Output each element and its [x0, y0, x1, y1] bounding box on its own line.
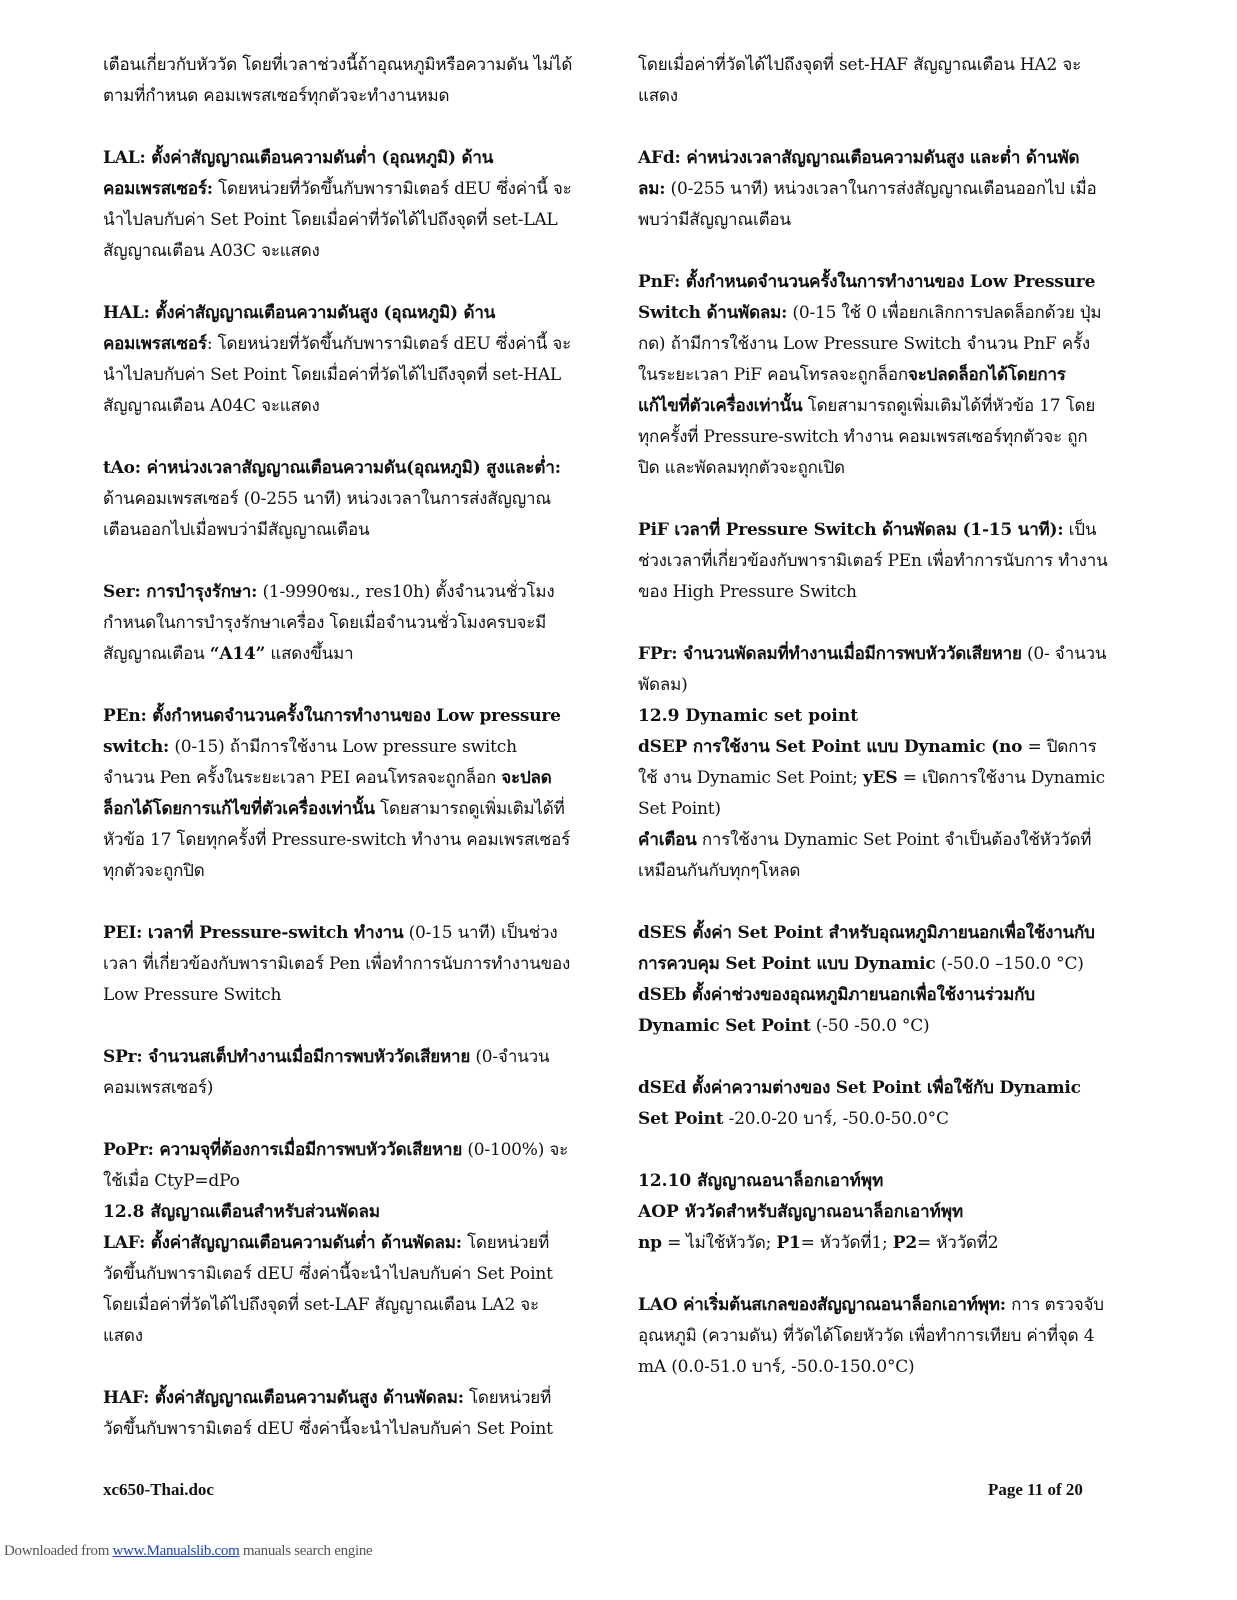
- laf-term: LAF: ตั้งค่าสัญญาณเตือนความดันต่ำ ด้านพัดลม:: [103, 1233, 462, 1253]
- dses-term: dSES ตั้งค่า Set Point สำหรับอุณหภูมิภายนอกเพื่อใช้งานกับ การควบคุม Set Point แบบ Dynamic: [638, 923, 1095, 974]
- pif-term: PiF เวลาที่ Pressure Switch ด้านพัดลม (1-15 นาที):: [638, 520, 1064, 540]
- laf-paragraph: [103, 1228, 573, 1352]
- dseb-term: dSEb ตั้งค่าช่วงของอุณหภูมิภายนอกเพื่อใช้งานร่วมกับ Dynamic Set Point: [638, 985, 1035, 1036]
- dsed-term: dSEd ตั้งค่าความต่างของ Set Point เพื่อใช้กับ Dynamic Set Point: [638, 1078, 1081, 1129]
- fpr-body: (0- จำนวนพัดลม): [638, 644, 1107, 695]
- pnf-body-end: โดยสามารถดูเพิ่มเติมได้ที่หัวข้อ 17 โดยทุกครั้งที่ Pressure-switch ทำงาน คอมเพรสเซอร์ทุกตัวจะ ถูกปิด และพัดลมทุกตัวจะถูกเปิด: [638, 396, 1096, 478]
- pei-paragraph: [103, 918, 573, 1011]
- manualslib-link[interactable]: www.Manualslib.com: [112, 1543, 240, 1559]
- spr-paragraph: [103, 1042, 573, 1104]
- laf-body: โดยหน่วยที่ วัดขึ้นกับพารามิเตอร์ dEU ซึ่งค่านี้จะนำไปลบกับค่า Set Point โดยเมื่อค่าที่วัดได้ไปถึงจุดที่ set-LAF สัญญาณเตือน LA2 จะ แสดง: [103, 1233, 553, 1346]
- ser-body-end: แสดงขึ้นมา: [265, 644, 354, 664]
- spr-body: (0-จำนวน คอมเพรสเซอร์): [103, 1047, 550, 1098]
- haf-body: โดยหน่วยที่ วัดขึ้นกับพารามิเตอร์ dEU ซึ่งค่านี้จะนำไปลบกับค่า Set Point: [103, 1388, 553, 1439]
- pei-term: PEI: เวลาที่ Pressure-switch ทำงาน: [103, 923, 404, 943]
- section-heading-12-8: 12.8 สัญญาณเตือนสำหรับส่วนพัดลม: [103, 1202, 381, 1222]
- text: เตือนเกี่ยวกับหัววัด โดยที่เวลาช่วงนี้ถ้าอุณหภูมิหรือความดัน ไม่ได้ตามที่กำหนด คอมเพรสเซอร์ทุกตัวจะทำงานหมด: [103, 55, 573, 106]
- pnf-term: PnF: ตั้งกำหนดจำนวนครั้งในการทำงานของ Low Pressure Switch ด้านพัดลม:: [638, 272, 1096, 323]
- download-prefix: Downloaded from: [4, 1543, 113, 1559]
- haf-paragraph: [103, 1383, 573, 1445]
- aop-np: np: [638, 1233, 662, 1253]
- tao-term: tAo: ค่าหน่วงเวลาสัญญาณเตือนความดัน(อุณหภูมิ) สูงและต่ำ:: [103, 458, 561, 478]
- lao-paragraph: [638, 1290, 1108, 1383]
- hal-term: HAL: ตั้งค่าสัญญาณเตือนความดันสูง (อุณหภูมิ) ด้าน คอมเพรสเซอร์: [103, 303, 496, 354]
- pif-body: เป็น ช่วงเวลาที่เกี่ยวข้องกับพารามิเตอร์ PEn เพื่อทำการนับการ ทำงานของ High Pressure Switch: [638, 520, 1108, 602]
- right-column: [638, 50, 1108, 1414]
- pnf-paragraph: [638, 267, 1108, 484]
- dsep-paragraph: [638, 732, 1108, 825]
- dses-paragraph: [638, 918, 1108, 980]
- pen-term: PEn: ตั้งกำหนดจำนวนครั้งในการทำงานของ Low pressure switch:: [103, 706, 561, 757]
- dseb-body: (-50 -50.0 °C): [810, 1016, 930, 1036]
- aop-p2: P2: [892, 1233, 917, 1253]
- warning-body: การใช้งาน Dynamic Set Point จำเป็นต้องใช้หัววัดที่ เหมือนกันกับทุกๆโหลด: [638, 830, 1092, 881]
- left-column: [103, 50, 573, 1476]
- ser-paragraph: [103, 577, 573, 670]
- afd-term: AFd: ค่าหน่วงเวลาสัญญาณเตือนความดันสูง และต่ำ ด้านพัด ลม:: [638, 148, 1080, 199]
- pen-paragraph: [103, 701, 573, 887]
- afd-body: (0-255 นาที) หน่วงเวลาในการส่งสัญญาณเตือนออกไป เมื่อพบว่ามีสัญญาณเตือน: [638, 179, 1097, 230]
- download-suffix: manuals search engine: [239, 1543, 373, 1559]
- lao-term: LAO ค่าเริ่มต้นสเกลของสัญญาณอนาล็อกเอาท์พุท:: [638, 1295, 1006, 1315]
- lal-body: โดยหน่วยที่วัดขึ้นกับพารามิเตอร์ dEU ซึ่งค่านี้ จะนำไปลบกับค่า Set Point โดยเมื่อค่าที่วัดได้ไปถึงจุดที่ set-LAL สัญญาณเตือน A03C จะแสดง: [103, 179, 572, 261]
- section-heading-12-10: 12.10 สัญญาณอนาล็อกเอาท์พุท: [638, 1171, 884, 1191]
- dsep-body-end: = เปิดการใช้งาน Dynamic Set Point): [638, 768, 1105, 819]
- footer-page-number: Page 11 of 20: [988, 1480, 1083, 1499]
- tao-body: ด้านคอมเพรสเซอร์ (0-255 นาที) หน่วงเวลาในการส่งสัญญาณ เตือนออกไปเมื่อพบว่ามีสัญญาณเตือน: [103, 489, 551, 540]
- fpr-paragraph: [638, 639, 1108, 701]
- popr-body: (0-100%) จะใช้เมื่อ CtyP=dPo: [103, 1140, 569, 1191]
- pnf-body: (0-15 ใช้ 0 เพื่อยกเลิกการปลดล็อกด้วย ปุ่มกด) ถ้ามีการใช้งาน Low Pressure Switch จำนวน PnF ครั้ง ในระยะเวลา PiF คอนโทรลจะถูกล็อก: [638, 303, 1102, 385]
- ser-term: Ser: การบำรุงรักษา:: [103, 582, 258, 602]
- spr-term: SPr: จำนวนสเต็ปทำงานเมื่อมีการพบหัววัดเสียหาย: [103, 1047, 471, 1067]
- intro-paragraph: [103, 50, 573, 112]
- aop-paragraph: [638, 1228, 1108, 1259]
- text: โดยเมื่อค่าที่วัดได้ไปถึงจุดที่ set-HAF สัญญาณเตือน HA2 จะ แสดง: [638, 55, 1082, 106]
- dseb-paragraph: [638, 980, 1108, 1042]
- download-banner: [4, 1543, 372, 1560]
- pnf-bold: จะปลดล็อกได้โดยการ แก้ไขที่ตัวเครื่องเท่านั้น: [638, 365, 1066, 416]
- pen-body: (0-15) ถ้ามีการใช้งาน Low pressure switch จำนวน Pen ครั้งในระยะเวลา PEI คอนโทรลจะถูกล็อก: [103, 737, 517, 788]
- lal-paragraph: [103, 143, 573, 267]
- aop-p1: P1: [776, 1233, 801, 1253]
- popr-term: PoPr: ความจุที่ต้องการเมื่อมีการพบหัววัดเสียหาย: [103, 1140, 463, 1160]
- section-heading-12-9: 12.9 Dynamic set point: [638, 706, 859, 726]
- tao-paragraph: [103, 453, 573, 546]
- dsep-term: dSEP การใช้งาน Set Point แบบ Dynamic (no: [638, 737, 1023, 757]
- fpr-term: FPr: จำนวนพัดลมที่ทำงานเมื่อมีการพบหัววัดเสียหาย: [638, 644, 1022, 664]
- ser-body: (1-9990ชม., res10h) ตั้งจำนวนชั่วโมง กำหนดในการบำรุงรักษาเครื่อง โดยเมื่อจำนวนชั่วโมงครบจะมี สัญญาณเตือน: [103, 582, 555, 664]
- popr-paragraph: [103, 1135, 573, 1197]
- dses-body: (-50.0 –150.0 °C): [935, 954, 1084, 974]
- haf-term: HAF: ตั้งค่าสัญญาณเตือนความดันสูง ด้านพัดลม:: [103, 1388, 464, 1408]
- haf-continued-paragraph: [638, 50, 1108, 112]
- dsep-body: = ปิดการใช้ งาน Dynamic Set Point;: [638, 737, 1097, 788]
- aop-body: = ไม่ใช้หัววัด;: [661, 1233, 777, 1253]
- aop-term: AOP หัววัดสำหรับสัญญาณอนาล็อกเอาท์พุท: [638, 1202, 964, 1222]
- dsep-yes: yES: [863, 768, 898, 788]
- pei-body: (0-15 นาที) เป็นช่วงเวลา ที่เกี่ยวข้องกับพารามิเตอร์ Pen เพื่อทำการนับการทำงานของ Low Pressure Switch: [103, 923, 571, 1005]
- lal-term: LAL: ตั้งค่าสัญญาณเตือนความดันต่ำ (อุณหภูมิ) ด้าน คอมเพรสเซอร์:: [103, 148, 494, 199]
- dsed-body: -20.0-20 บาร์, -50.0-50.0°C: [723, 1109, 949, 1129]
- warning-term: คำเตือน: [638, 830, 697, 850]
- footer-filename: xc650-Thai.doc: [103, 1480, 214, 1499]
- aop-body: = หัววัดที่1;: [800, 1233, 893, 1253]
- pen-bold: จะปลดล็อกได้โดยการแก้ไขที่ตัวเครื่องเท่านั้น: [103, 768, 552, 819]
- pen-body-end: โดยสามารถดูเพิ่มเติมได้ที่ หัวข้อ 17 โดยทุกครั้งที่ Pressure-switch ทำงาน คอมเพรสเซอร์ ทุกตัวจะถูกปิด: [103, 799, 571, 881]
- afd-paragraph: [638, 143, 1108, 236]
- warning-paragraph: [638, 825, 1108, 887]
- pif-paragraph: [638, 515, 1108, 608]
- hal-body: : โดยหน่วยที่วัดขึ้นกับพารามิเตอร์ dEU ซึ่งค่านี้ จะนำไปลบกับค่า Set Point โดยเมื่อค่าที่วัดได้ไปถึงจุดที่ set-HAL สัญญาณเตือน A04C จะแสดง: [103, 334, 572, 416]
- aop-body: = หัววัดที่2: [916, 1233, 999, 1253]
- hal-paragraph: [103, 298, 573, 422]
- ser-alarm-code: “A14”: [209, 644, 266, 664]
- lao-body: การ ตรวจจับอุณหภูมิ (ความดัน) ที่วัดได้โดยหัววัด เพื่อทำการเทียบ ค่าที่จุด 4 mA (0.0-51.0 บาร์, -50.0-150.0°C): [638, 1295, 1104, 1377]
- dsed-paragraph: [638, 1073, 1108, 1135]
